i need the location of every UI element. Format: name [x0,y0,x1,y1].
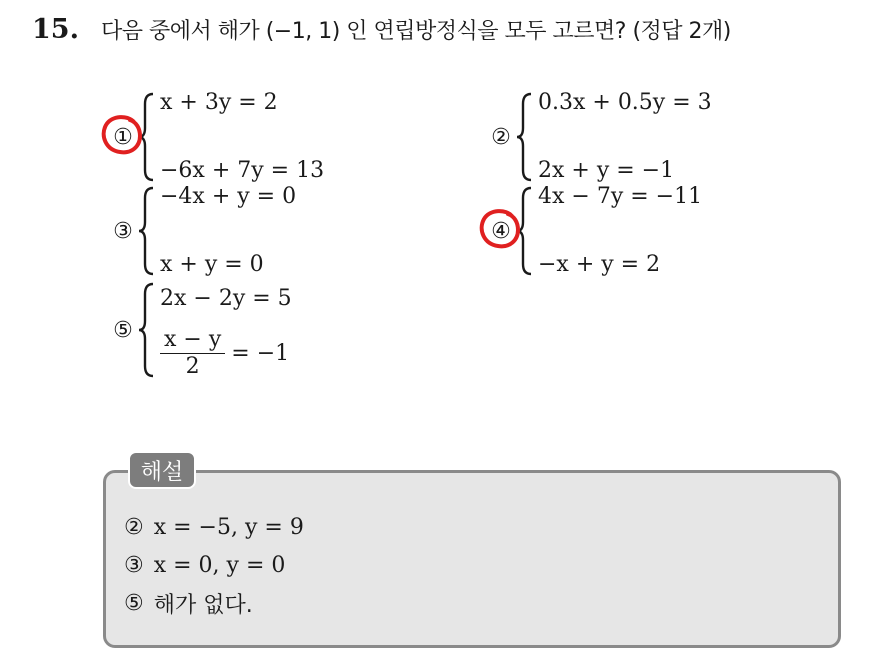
choice-5-eq1: 2x − 2y = 5 [160,286,292,311]
question-number: 15. [32,14,79,45]
choice-4-eq1: 4x − 7y = −11 [538,184,703,209]
choice-1-eq2: −6x + 7y = 13 [160,158,325,183]
choice-4-eq2: −x + y = 2 [538,252,661,277]
choice-3-eq1: −4x + y = 0 [160,184,297,209]
brace-icon [138,186,156,276]
solution-line-marker: ② [124,514,144,540]
solution-lines [124,508,304,622]
choice-3-marker: ③ [113,218,133,244]
fraction-denominator: 2 [185,354,200,379]
choice-1[interactable] [108,92,324,182]
brace-icon [516,186,534,276]
brace-icon [138,282,156,378]
choice-4[interactable] [486,186,702,276]
solution-line [124,584,304,622]
solution-line-marker: ⑤ [124,590,144,616]
choice-2[interactable] [486,92,712,182]
solution-line-marker: ③ [124,552,144,578]
solution-line-text: 해가 없다. [153,592,253,618]
choice-2-marker: ② [491,124,511,150]
choice-2-eq2: 2x + y = −1 [538,158,675,183]
choice-1-marker: ① [113,124,133,150]
solution-line-text: x = −5, y = 9 [153,514,304,540]
choice-5-eq2-rhs: = −1 [231,340,290,366]
solution-badge: 해설 [128,451,196,489]
choice-3[interactable] [108,186,296,276]
choice-4-marker: ④ [491,218,511,244]
choice-5-marker: ⑤ [113,317,133,343]
brace-icon [138,92,156,182]
solution-line-text: x = 0, y = 0 [153,552,286,578]
solution-line [124,508,304,546]
fraction-numerator: x − y [160,329,225,354]
question-text: 다음 중에서 해가 (−1, 1) 인 연립방정식을 모두 고르면? (정답 2개) [100,19,731,44]
choice-3-eq2: x + y = 0 [160,252,264,277]
solution-line [124,546,304,584]
fraction [160,329,225,378]
choice-5[interactable] [108,282,292,378]
question-header [32,14,731,48]
choice-5-eq2 [160,329,292,378]
choice-2-eq1: 0.3x + 0.5y = 3 [538,90,712,115]
choice-1-eq1: x + 3y = 2 [160,90,278,115]
brace-icon [516,92,534,182]
